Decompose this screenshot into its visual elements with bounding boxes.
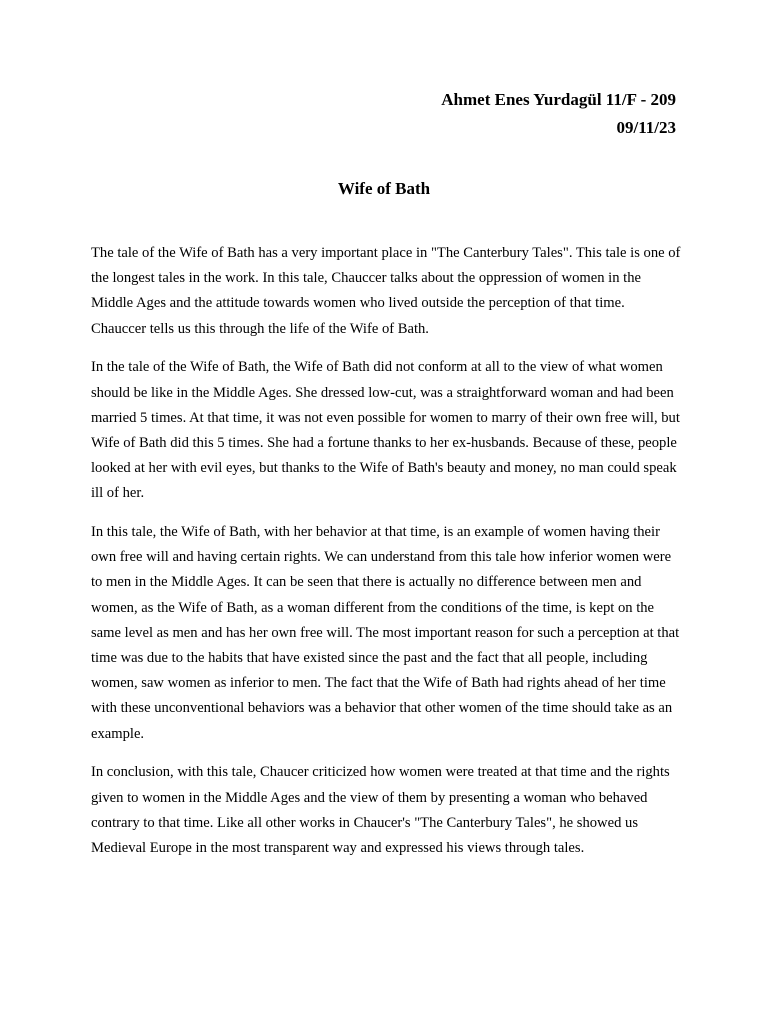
document-date: 09/11/23 [616, 118, 676, 137]
paragraph-4: In conclusion, with this tale, Chaucer criticized how women were treated at that time and the rights given to women in the Middle Ages and the view of them by presenting a woman who behaved contrary to that time. Like all other works in Chaucer's "The Canterbury Tales", he showed us Medieval Europe in the most transparent way and expressed his views through tales. [91, 764, 670, 856]
document-header [441, 86, 676, 142]
document-body [91, 241, 681, 875]
paragraph-3: In this tale, the Wife of Bath, with her behavior at that time, is an example of women having their own free will and having certain rights. We can understand from this tale how inferior women were to men in the Middle Ages. It can be seen that there is actually no difference between men and women, as the Wife of Bath, as a woman different from the conditions of the time, is kept on the same level as men and has her own free will. The most important reason for such a perception at that time was due to the habits that have existed since the past and the fact that all people, including women, saw women as inferior to men. The fact that the Wife of Bath had rights ahead of her time with these unconventional behaviors was a behavior that other women of the time should take as an example. [91, 524, 680, 742]
paragraph-1: The tale of the Wife of Bath has a very important place in "The Canterbury Tales". This tale is one of the longest tales in the work. In this tale, Chauccer talks about the oppression of women in the Middle Ages and the attitude towards women who lived outside the perception of that time. Chauccer tells us this through the life of the Wife of Bath. [91, 245, 681, 337]
document-title: Wife of Bath [337, 179, 431, 198]
paragraph-2: In the tale of the Wife of Bath, the Wife of Bath did not conform at all to the view of what women should be like in the Middle Ages. She dressed low-cut, was a straightforward woman and had been married 5 times. At that time, it was not even possible for women to marry of their own free will, but Wife of Bath did this 5 times. She had a fortune thanks to her ex-husbands. Because of these, people looked at her with evil eyes, but thanks to the Wife of Bath's beauty and money, no man could speak ill of her. [91, 359, 680, 502]
author-line: Ahmet Enes Yurdagül 11/F - 209 [441, 90, 676, 109]
